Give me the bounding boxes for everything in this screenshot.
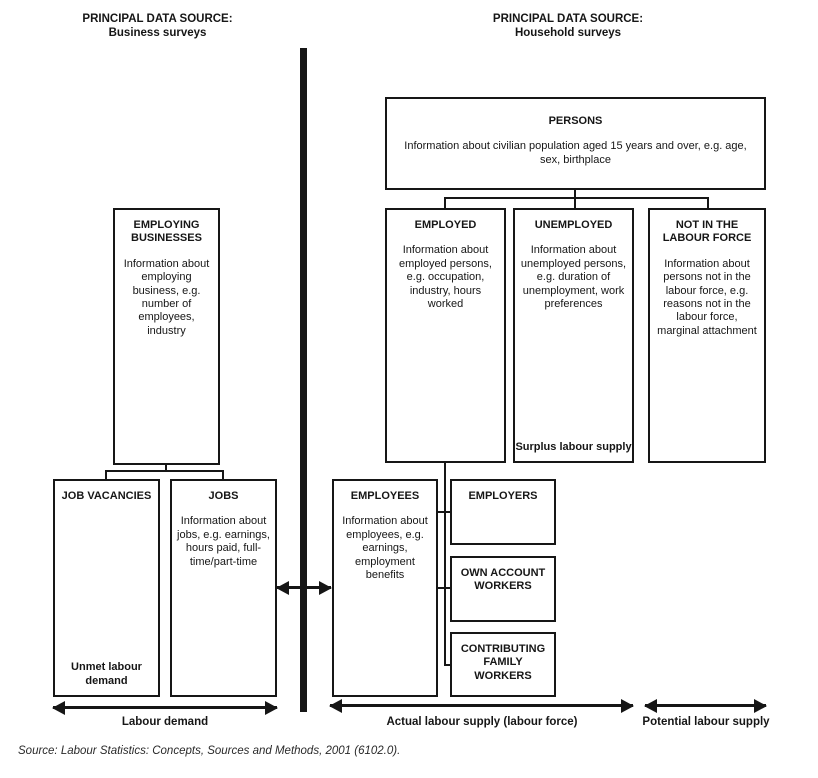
own-account-workers-title: OWN ACCOUNT WORKERS (460, 567, 546, 593)
employers-box (450, 479, 556, 545)
unemployed-title: UNEMPLOYED (534, 219, 613, 231)
unmet-labour-demand-label: Unmet labour demand (71, 661, 142, 687)
unemployed-body: Information about unemployed persons, e.g. duration of unemployment, work preferences (520, 244, 627, 311)
employed-stem-line (444, 463, 446, 666)
business-surveys-header-line2: Business surveys (108, 27, 207, 40)
employees-box (332, 479, 438, 697)
employing-businesses-body: Information about employing business, e.g. number of employees, industry (123, 257, 210, 337)
household-surveys-header-line2: Household surveys (514, 27, 622, 40)
job-vacancies-box (53, 479, 160, 697)
persons-branch-line (444, 197, 709, 199)
jobs-employees-link-arrow (277, 586, 331, 589)
persons-box (385, 97, 766, 190)
own-account-workers-box (450, 556, 556, 622)
employing-businesses-box (113, 208, 220, 465)
employed-box (385, 208, 506, 463)
own-account-stub-line (437, 587, 451, 589)
employed-drop-line (444, 197, 446, 208)
employing-businesses-title: EMPLOYING BUSINESSES (131, 219, 202, 245)
unemployed-box (513, 208, 634, 463)
persons-title: PERSONS (548, 115, 603, 127)
jobs-body: Information about jobs, e.g. earnings, hours paid, full-time/part-time (177, 515, 270, 568)
business-surveys-header (30, 12, 285, 41)
persons-body: Information about civilian population aged 15 years and over, e.g. age, sex, birthplace (404, 140, 747, 166)
potential-labour-supply-arrow (645, 704, 766, 707)
jobs-box (170, 479, 277, 697)
employees-title: EMPLOYEES (350, 490, 420, 502)
not-in-labour-force-box (648, 208, 766, 463)
employees-employers-stub-line (437, 511, 451, 513)
source-note: Source: Labour Statistics: Concepts, Sources and Methods, 2001 (6102.0). (18, 745, 401, 757)
employed-body: Information about employed persons, e.g. occupation, industry, hours worked (399, 244, 492, 311)
jobs-title: JOBS (208, 490, 239, 502)
not-in-labour-force-body: Information about persons not in the labour force, e.g. reasons not in the labour force, marginal attachment (657, 257, 757, 337)
job-vacancies-drop-line (105, 470, 107, 479)
household-surveys-header (440, 12, 696, 41)
surplus-labour-supply-label: Surplus labour supply (515, 440, 632, 453)
labour-demand-label: Labour demand (121, 716, 209, 728)
actual-labour-supply-label: Actual labour supply (labour force) (386, 716, 578, 728)
nilf-drop-line (707, 197, 709, 208)
centre-divider-line (300, 48, 307, 712)
job-vacancies-title: JOB VACANCIES (61, 490, 152, 502)
jobs-drop-line (222, 470, 224, 479)
household-surveys-header-line1: PRINCIPAL DATA SOURCE: (492, 13, 644, 25)
business-branch-line (105, 470, 224, 472)
unemployed-drop-line (574, 197, 576, 208)
employees-body: Information about employees, e.g. earnings, employment benefits (342, 515, 428, 582)
potential-labour-supply-label: Potential labour supply (642, 716, 770, 728)
contributing-family-workers-box (450, 632, 556, 697)
contributing-family-workers-title: CONTRIBUTING FAMILY WORKERS (460, 643, 546, 682)
employers-title: EMPLOYERS (468, 490, 538, 502)
labour-demand-arrow (53, 706, 277, 709)
business-surveys-header-line1: PRINCIPAL DATA SOURCE: (82, 13, 233, 25)
employed-title: EMPLOYED (414, 219, 477, 231)
actual-labour-supply-arrow (330, 704, 633, 707)
not-in-labour-force-title: NOT IN THE LABOUR FORCE (662, 219, 752, 245)
